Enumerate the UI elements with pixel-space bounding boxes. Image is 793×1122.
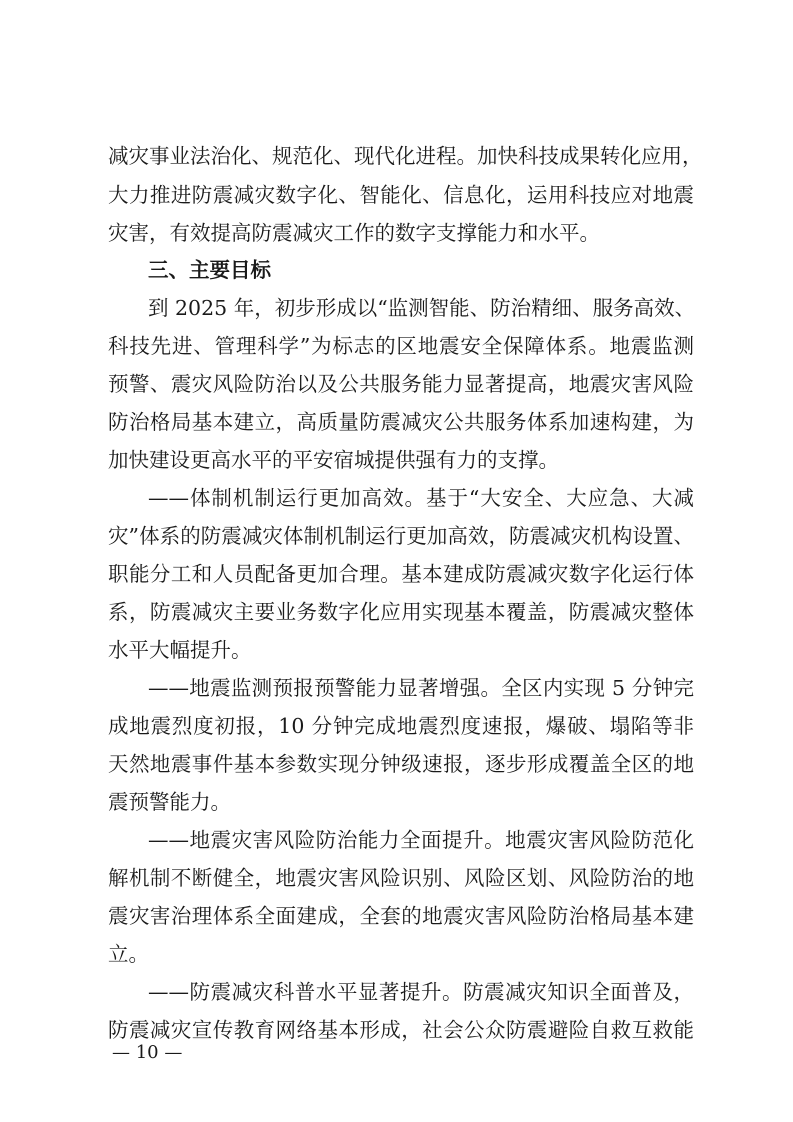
paragraph-line: 立。 [108,942,149,966]
paragraph-line: 震预警能力。 [108,790,231,814]
paragraph-line: 科技先进、管理科学”为标志的区地震安全保障体系。地震监测 [108,334,694,358]
paragraph-line: 水平大幅提升。 [108,638,252,662]
paragraph-line: ——地震灾害风险防治能力全面提升。地震灾害风险防范化 [148,828,694,852]
page-number: — 10 — [112,1042,183,1063]
paragraph-line: ——地震监测预报预警能力显著增强。全区内实现 5 分钟完 [148,676,694,700]
paragraph-line: 到 2025 年，初步形成以“监测智能、防治精细、服务高效、 [148,296,696,320]
paragraph-line: ——防震减灾科普水平显著提升。防震减灾知识全面普及， [148,980,694,1004]
paragraph-line: 防震减灾宣传教育网络基本形成，社会公众防震避险自救互救能 [108,1018,694,1042]
paragraph-line: 灾害，有效提高防震减灾工作的数字支撑能力和水平。 [108,221,600,245]
paragraph-line: ——体制机制运行更加高效。基于“大安全、大应急、大减 [148,486,694,510]
paragraph-line: 灾”体系的防震减灾体制机制运行更加高效，防震减灾机构设置、 [108,524,694,548]
paragraph-line: 成地震烈度初报，10 分钟完成地震烈度速报，爆破、塌陷等非 [108,714,694,738]
paragraph-line: 加快建设更高水平的平安宿城提供强有力的支撑。 [108,448,559,472]
paragraph-line: 大力推进防震减灾数字化、智能化、信息化，运用科技应对地震 [108,183,694,207]
paragraph-line: 防治格局基本建立，高质量防震减灾公共服务体系加速构建，为 [108,410,694,434]
paragraph-line: 系，防震减灾主要业务数字化应用实现基本覆盖，防震减灾整体 [108,600,694,624]
section-heading: 三、主要目标 [148,258,271,282]
paragraph-line: 减灾事业法治化、规范化、现代化进程。加快科技成果转化应用， [108,144,703,168]
paragraph-line: 预警、震灾风险防治以及公共服务能力显著提高，地震灾害风险 [108,372,694,396]
paragraph-line: 震灾害治理体系全面建成，全套的地震灾害风险防治格局基本建 [108,904,694,928]
paragraph-line: 天然地震事件基本参数实现分钟级速报，逐步形成覆盖全区的地 [108,752,694,776]
paragraph-line: 解机制不断健全，地震灾害风险识别、风险区划、风险防治的地 [108,866,694,890]
paragraph-line: 职能分工和人员配备更加合理。基本建成防震减灾数字化运行体 [108,562,694,586]
